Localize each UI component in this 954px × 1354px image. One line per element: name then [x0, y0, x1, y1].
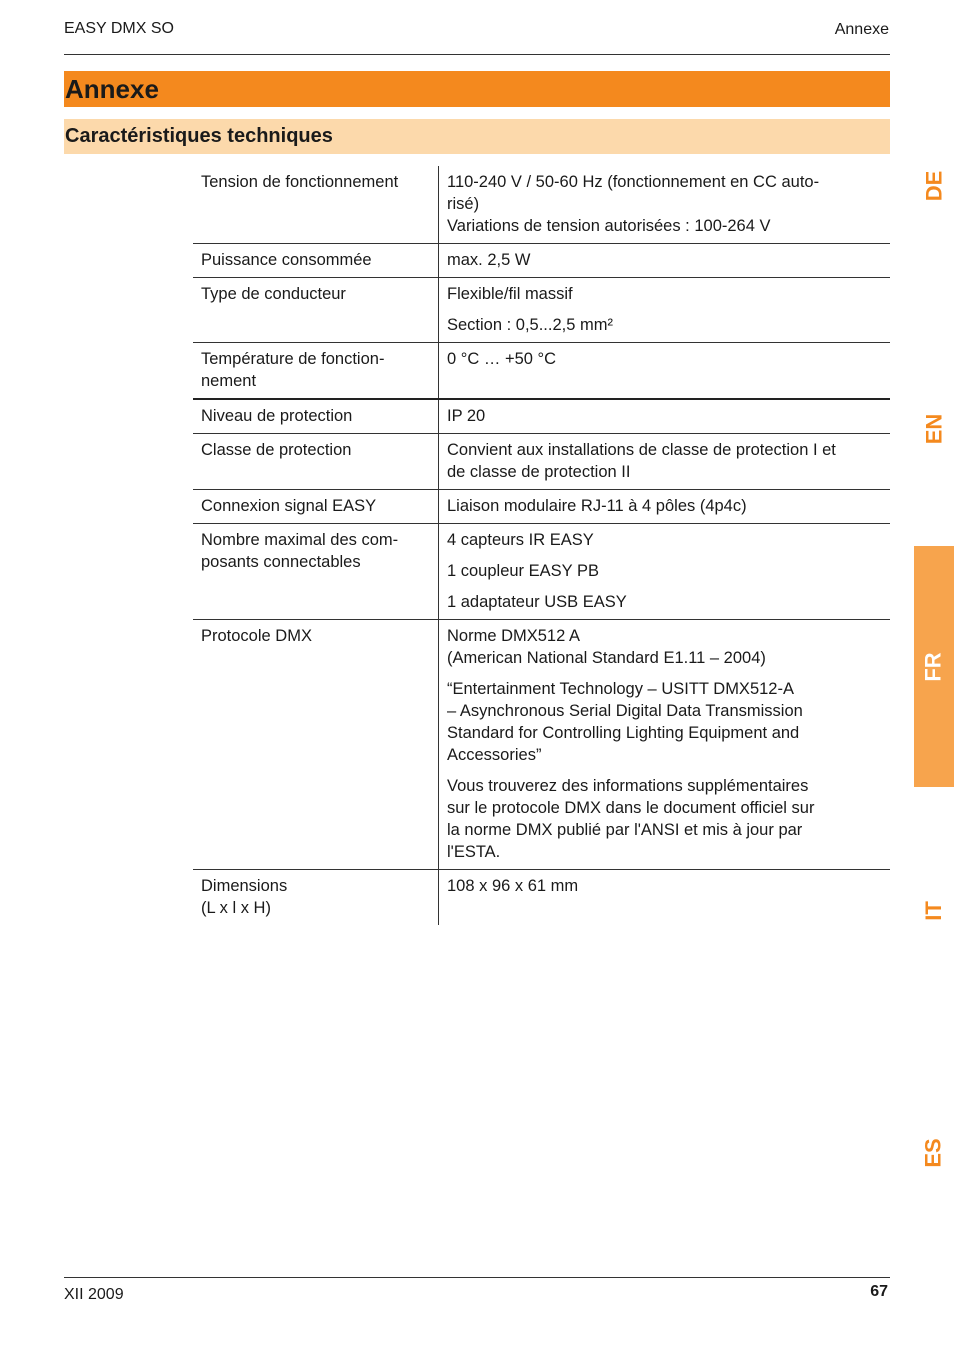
spec-row [193, 343, 890, 400]
spec-row [193, 524, 890, 620]
specifications-table [193, 166, 890, 925]
spec-value: Norme DMX512 A (American National Standard E1.11 – 2004) [447, 627, 766, 667]
spec-value: 1 adaptateur USB EASY [447, 593, 627, 611]
language-tab-label: EN [921, 413, 946, 445]
page-number: 67 [870, 1283, 888, 1300]
spec-label: Connexion signal EASY [193, 490, 439, 524]
spec-value-cell [439, 620, 891, 870]
spec-label: Classe de protection [193, 434, 439, 490]
language-tab-fr[interactable] [914, 546, 954, 787]
specifications-table-body [193, 166, 890, 925]
spec-label: Type de conducteur [193, 278, 439, 343]
spec-row [193, 870, 890, 926]
spec-value: Vous trouverez des informations supplémentaires sur le protocole DMX dans le document officiel sur la norme DMX publié par l'ANSI et mis à jour par l'ESTA. [447, 777, 815, 861]
header-section-name: Annexe [834, 21, 889, 38]
spec-value: IP 20 [447, 407, 486, 425]
spec-value-cell [439, 870, 891, 926]
spec-value-cell [439, 490, 891, 524]
spec-label: Niveau de protection [193, 399, 439, 434]
header-product-name: EASY DMX SO [64, 20, 174, 37]
spec-label: Protocole DMX [193, 620, 439, 870]
spec-value: “Entertainment Technology – USITT DMX512-A – Asynchronous Serial Digital Data Transmission Standard for Controlling Lighting Equipment and Accessories” [447, 680, 803, 764]
spec-value-cell [439, 343, 891, 400]
spec-value: Liaison modulaire RJ-11 à 4 pôles (4p4c) [447, 497, 747, 515]
spec-label: Tension de fonctionnement [201, 173, 399, 191]
spec-value: Convient aux installations de classe de protection I et de classe de protection II [447, 441, 836, 481]
section-title: Annexe [64, 71, 890, 107]
spec-value: 4 capteurs IR EASY [447, 531, 594, 549]
spec-row [193, 620, 890, 870]
footer-date: XII 2009 [64, 1286, 124, 1303]
spec-value: Flexible/fil massif [447, 285, 573, 303]
footer-divider [64, 1277, 890, 1278]
language-tab-label: IT [921, 901, 946, 921]
spec-row [193, 166, 890, 244]
spec-value-cell [439, 166, 891, 244]
spec-value-cell [439, 434, 891, 490]
language-tab-label: DE [921, 170, 946, 202]
language-tab-de[interactable] [914, 150, 954, 222]
language-tab-it[interactable] [914, 875, 954, 947]
spec-row [193, 434, 890, 490]
spec-row [193, 399, 890, 434]
language-tab-label: FR [920, 651, 946, 682]
spec-row [193, 278, 890, 343]
header-divider [64, 54, 890, 55]
spec-value-cell [439, 244, 891, 278]
spec-value: 108 x 96 x 61 mm [447, 877, 579, 895]
spec-value: Section : 0,5...2,5 mm² [447, 316, 613, 334]
language-tab-en[interactable] [914, 393, 954, 465]
spec-label: Température de fonction- nement [193, 343, 439, 400]
spec-value: max. 2,5 W [447, 251, 531, 269]
language-tab-es[interactable] [914, 1117, 954, 1189]
spec-value-cell [439, 524, 891, 620]
spec-value: 0 °C … +50 °C [447, 350, 557, 368]
subsection-title: Caractéristiques techniques [64, 119, 890, 154]
spec-value-cell [439, 399, 891, 434]
spec-value: 1 coupleur EASY PB [447, 562, 599, 580]
language-tab-label: ES [920, 1138, 946, 1168]
spec-label: Dimensions (L x l x H) [193, 870, 439, 926]
spec-label: Nombre maximal des com- posants connectables [193, 524, 439, 620]
spec-label: Puissance consommée [193, 244, 439, 278]
spec-value: 110-240 V / 50-60 Hz (fonctionnement en CC auto- risé) Variations de tension autorisées : 100-264 V [447, 173, 820, 235]
spec-row [193, 490, 890, 524]
spec-value-cell [439, 278, 891, 343]
spec-row [193, 244, 890, 278]
